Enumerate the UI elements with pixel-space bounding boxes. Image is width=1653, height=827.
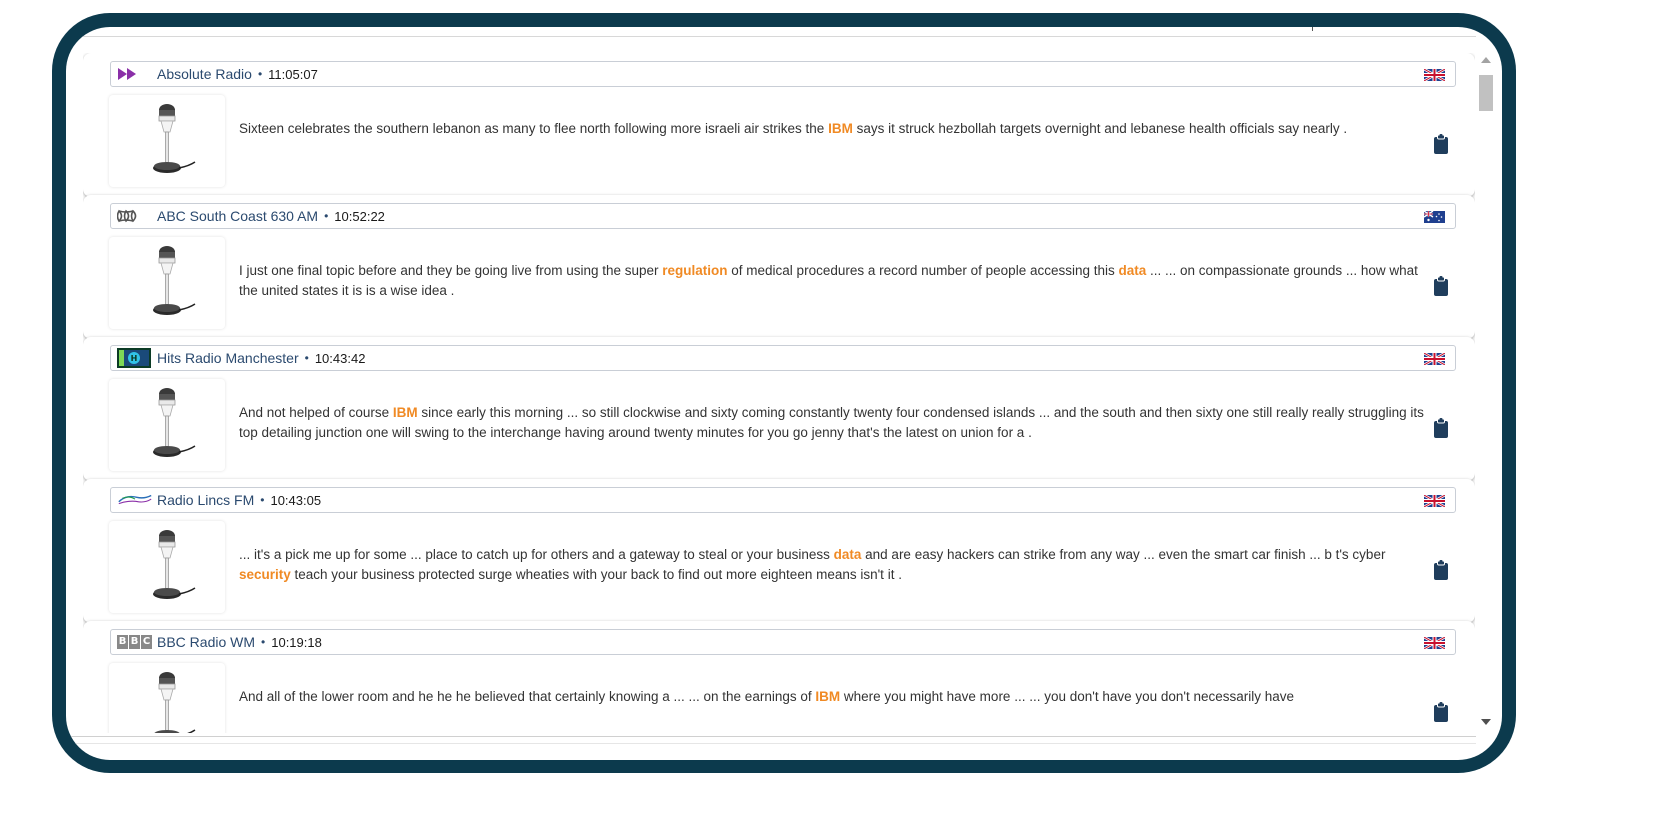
broadcast-time: 10:43:05 (270, 492, 322, 508)
uk-flag-icon (1424, 494, 1445, 506)
transcript-segment: ... it's a pick me up for some ... place to catch up for others and a gateway to steal or your business (239, 547, 834, 562)
microphone-icon[interactable] (109, 663, 225, 733)
result-header (110, 487, 1456, 513)
hits-radio-logo-icon (117, 348, 153, 368)
radio-lincs-logo-icon (117, 490, 153, 510)
result-card[interactable] (83, 621, 1475, 733)
uk-flag-icon (1424, 352, 1445, 364)
result-card[interactable] (83, 337, 1475, 481)
clipboard-icon[interactable] (1433, 134, 1449, 154)
station-name[interactable]: ABC South Coast 630 AM (157, 208, 319, 224)
bbc-logo-letter: B (130, 636, 139, 647)
microphone-icon[interactable] (109, 379, 225, 471)
station-name[interactable]: Absolute Radio (157, 66, 252, 82)
station-name[interactable]: BBC Radio WM (157, 634, 256, 650)
broadcast-time: 10:43:42 (314, 350, 366, 366)
broadcast-time: 10:19:18 (271, 634, 322, 650)
result-card[interactable] (83, 195, 1475, 339)
transcript-text (239, 119, 1427, 139)
keyword-highlight: regulation (662, 263, 728, 278)
header-separator: • (324, 209, 329, 223)
header-separator: • (261, 635, 266, 649)
bbc-logo-letter: B (118, 636, 127, 647)
transcript-segment: And all of the lower room and he he he believed that certainly knowing a ... ... on the earnings of (239, 689, 816, 704)
uk-flag-icon (1424, 68, 1445, 80)
result-card[interactable] (83, 479, 1475, 623)
bottom-divider-secondary (66, 743, 1476, 744)
scroll-up-arrow-icon[interactable] (1481, 57, 1491, 63)
results-list (83, 53, 1475, 733)
broadcast-time: 11:05:07 (268, 66, 318, 82)
bbc-logo-icon (117, 632, 153, 652)
clipboard-icon[interactable] (1433, 560, 1449, 580)
transcript-segment: I just one final topic before and they be going live from using the super (239, 263, 663, 278)
transcript-segment: And not helped of course (239, 405, 393, 420)
transcript-segment: Sixteen celebrates the southern lebanon as many to flee north following more israeli air strikes the (239, 121, 829, 136)
uk-flag-icon (1424, 636, 1445, 648)
transcript-segment: where you might have more ... ... you don't have you don't necessarily have (840, 689, 1295, 704)
transcript-segment: ... ... on compassionate grounds ... how what the united states it is is a wise idea . (239, 263, 1418, 298)
transcript-segment: says it struck hezbollah targets overnight and lebanese health officials say nearly . (852, 121, 1348, 136)
header-separator: • (260, 493, 265, 507)
transcript-segment: since early this morning ... so still clockwise and sixty coming constantly twenty four condensed islands ... and the south and then sixty one still really really struggling its top detailing junction one will swing to the interchange having around twenty minutes for you go jenny that's the latest on union for a . (239, 405, 1424, 440)
keyword-highlight: data (833, 547, 862, 562)
result-header (110, 629, 1456, 655)
scroll-down-arrow-icon[interactable] (1481, 719, 1491, 725)
bbc-logo-letter: C (142, 636, 151, 647)
abc-logo-icon (117, 206, 153, 226)
microphone-icon[interactable] (109, 521, 225, 613)
result-header (110, 203, 1456, 229)
transcript-text (239, 403, 1427, 443)
scrollbar-thumb[interactable] (1479, 75, 1493, 111)
play-forward-icon (117, 64, 153, 84)
clipboard-icon[interactable] (1433, 702, 1449, 722)
australia-flag-icon (1424, 210, 1445, 222)
transcript-segment: of medical procedures a record number of people accessing this (727, 263, 1119, 278)
microphone-icon[interactable] (109, 237, 225, 329)
header-separator: • (304, 351, 309, 365)
clipboard-icon[interactable] (1433, 418, 1449, 438)
svg-text:H: H (130, 354, 138, 363)
transcript-text (239, 261, 1427, 301)
result-header (110, 61, 1456, 87)
microphone-icon[interactable] (109, 95, 225, 187)
scrollbar[interactable] (1477, 53, 1495, 733)
app-screen (66, 27, 1502, 760)
header-separator: • (257, 67, 263, 81)
keyword-highlight: security (239, 567, 291, 582)
keyword-highlight: data (1118, 263, 1147, 278)
transcript-segment: teach your business protected surge wheaties with your back to find out more eighteen means isn't it . (290, 567, 902, 582)
top-divider-tick (1312, 27, 1313, 31)
broadcast-time: 10:52:22 (334, 208, 385, 224)
clipboard-icon[interactable] (1433, 276, 1449, 296)
transcript-text (239, 687, 1427, 707)
keyword-highlight: IBM (392, 405, 418, 420)
result-card[interactable] (83, 53, 1475, 197)
keyword-highlight: IBM (828, 121, 853, 136)
keyword-highlight: IBM (815, 689, 841, 704)
result-header (110, 345, 1456, 371)
station-name[interactable]: Radio Lincs FM (157, 492, 255, 508)
station-name[interactable]: Hits Radio Manchester (157, 350, 299, 366)
bottom-divider (66, 736, 1476, 737)
top-divider (66, 36, 1476, 37)
transcript-text (239, 545, 1427, 585)
transcript-segment: and are easy hackers can strike from any way ... even the smart car finish ... b t's cyber (861, 547, 1386, 562)
